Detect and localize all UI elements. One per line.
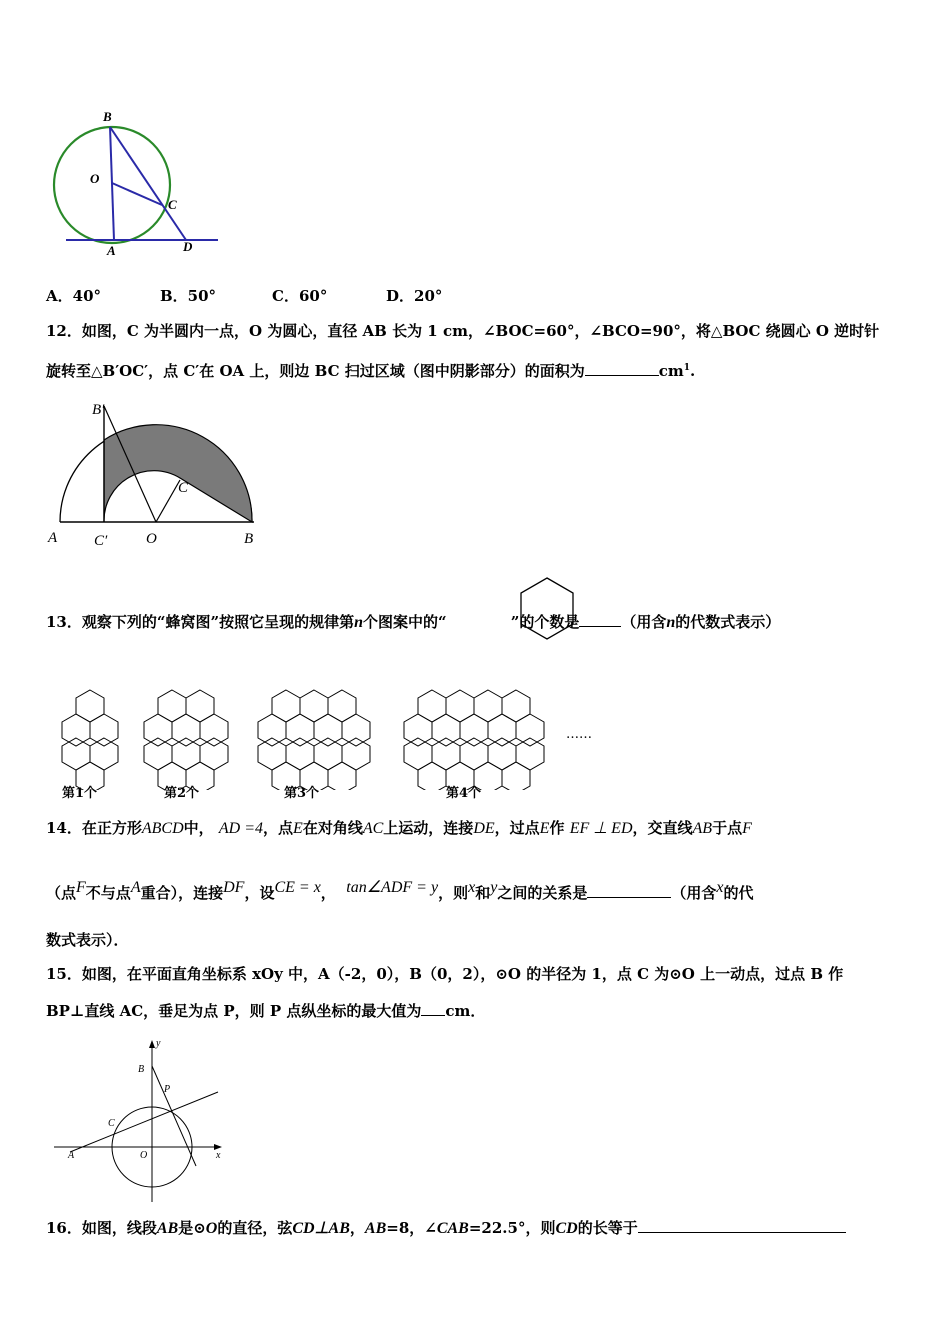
q12-segment-OC	[156, 480, 180, 522]
q14-l2-e: ，	[320, 884, 336, 902]
q14-l1-i: 于点	[712, 819, 743, 837]
honeycomb-cell	[144, 738, 172, 770]
q14-line3: 数式表示）．	[46, 931, 129, 949]
honeycomb-cell	[200, 738, 228, 770]
q11-option-d: D．20°	[386, 287, 443, 305]
q14-l1-c: ，点	[263, 819, 294, 837]
q14-l1-ef: EF ⊥ ED	[569, 820, 633, 837]
q14-l2-ce: CE = x	[274, 879, 321, 896]
q11-segment-BD	[110, 127, 186, 240]
q14-l2-i: （用含	[671, 884, 717, 902]
q14-l2-df: DF	[223, 879, 245, 896]
honeycomb-cell	[404, 738, 432, 770]
q16-answer-blank	[638, 1218, 846, 1233]
q15-label-x: x	[216, 1150, 221, 1161]
q11-option-c: C．60°	[272, 287, 328, 305]
honeycomb-cell	[300, 690, 328, 722]
q14-line2	[46, 878, 753, 903]
q13-hexagon-inline	[447, 617, 511, 627]
q14-line1	[46, 818, 752, 839]
honeycomb-cell	[272, 690, 300, 722]
honeycomb-cell	[502, 690, 530, 722]
q13-hexagon-icon	[518, 576, 576, 642]
q16-o: O	[205, 1220, 218, 1237]
q15-line-AC	[70, 1092, 218, 1152]
honeycomb-cell	[342, 738, 370, 770]
q13-figure-4	[404, 690, 544, 790]
honeycomb-cell	[474, 690, 502, 722]
q16-f: =22.5°，则	[468, 1219, 556, 1237]
q14-l2-b: 不与点	[85, 884, 131, 902]
q14-l2-d: ，设	[244, 884, 275, 902]
q15-figure	[48, 1036, 238, 1206]
q14-l1-a: 14．在正方形	[46, 819, 142, 837]
q15-y-arrow	[149, 1040, 155, 1048]
q16-e: =8，∠	[386, 1219, 437, 1237]
q12-label-A: A	[48, 530, 58, 546]
q14-l2-f: F	[76, 879, 86, 896]
q13-text-b: 个图案中的“	[363, 613, 447, 631]
q16-d: ，	[349, 1219, 365, 1237]
q13-figure-3	[258, 690, 370, 790]
honeycomb-cell	[432, 714, 460, 746]
q14-l1-f2: F	[742, 820, 752, 837]
q14-l2-f2: ，则	[438, 884, 469, 902]
honeycomb-cell	[90, 714, 118, 746]
honeycomb-cell	[186, 690, 214, 722]
honeycomb-cell	[418, 690, 446, 722]
q13-figure-1	[62, 690, 118, 790]
q11-option-a: A．40°	[46, 287, 102, 305]
q12-label-C1: C′	[94, 533, 108, 549]
q14-l2-h: 之间的关系是	[497, 884, 588, 902]
q14-l1-ad: AD =4	[218, 820, 264, 837]
q11-figure	[40, 105, 230, 265]
q12-line1: 12．如图，C 为半圆内一点，O 为圆心，直径 AB 长为 1 cm，∠BOC=60°，∠BCO=90°，将△BOC 绕圆心 O 逆时针	[46, 322, 880, 340]
q14-l1-de: DE	[473, 820, 495, 837]
q15-answer-blank	[421, 1001, 445, 1016]
q12-label-B: B	[244, 531, 254, 547]
q11-option-b: B．50°	[160, 287, 217, 305]
q14-l2-tan: tan∠ADF = y	[346, 879, 439, 896]
q14-l2-A: A	[130, 879, 141, 896]
q14-l2-a: （点	[46, 884, 77, 902]
q11-label-B: B	[103, 109, 112, 124]
q16-b: 是⊙	[178, 1219, 206, 1237]
honeycomb-cell	[172, 738, 200, 770]
honeycomb-cell	[90, 738, 118, 770]
honeycomb-cell	[62, 714, 90, 746]
q12-line2-text: 旋转至△B′OC′，点 C′在 OA 上，则边 BC 扫过区域（图中阴影部分）的面积为	[46, 362, 585, 380]
q15-label-C: C	[108, 1118, 115, 1129]
honeycomb-cell	[200, 714, 228, 746]
q12-unit: cm	[658, 362, 684, 380]
honeycomb-cell	[314, 738, 342, 770]
q12-label-B1: B′	[92, 402, 105, 418]
honeycomb-cell	[488, 714, 516, 746]
q16-line	[46, 1218, 846, 1239]
q12-shaded-region	[104, 425, 252, 522]
honeycomb-cell	[76, 690, 104, 722]
q14-l1-h: ，交直线	[632, 819, 693, 837]
honeycomb-cell	[418, 762, 446, 790]
honeycomb-cell	[258, 714, 286, 746]
q11-label-C: C	[168, 197, 177, 212]
q12-figure	[40, 398, 280, 553]
q12-unit-sup: 1	[683, 363, 691, 373]
q12-label-O: O	[146, 531, 157, 547]
q14-l1-e3: E	[539, 820, 550, 837]
q15-label-B: B	[138, 1064, 145, 1075]
q13-text-c: ”的个数是	[510, 613, 580, 631]
q14-l1-ac: AC	[362, 820, 384, 837]
q14-l1-ab: AB	[692, 820, 713, 837]
q13-text-a: 13．观察下列的“蜂窝图”按照它呈现的规律第	[46, 613, 355, 631]
q13-caption-1: 第1个	[62, 786, 98, 801]
honeycomb-cell	[342, 714, 370, 746]
q15-line2-unit: cm．	[445, 1002, 486, 1020]
q11-label-D: D	[183, 239, 193, 254]
honeycomb-cell	[460, 738, 488, 770]
q15-line2-text: BP⊥直线 AC，垂足为点 P，则 P 点纵坐标的最大值为	[46, 1002, 422, 1020]
q16-cd: CD	[555, 1220, 578, 1237]
q13-ellipsis: ……	[566, 727, 592, 742]
q13-text-e: 的代数式表示）	[675, 613, 781, 631]
q15-line1: 15．如图，在平面直角坐标系 xOy 中，A（-2，0），B（0，2），⊙O 的半径为 1，点 C 为⊙O 上一动点，过点 B 作	[46, 965, 844, 983]
honeycomb-cell	[328, 762, 356, 790]
honeycomb-cell	[62, 738, 90, 770]
q15-label-A: A	[68, 1150, 75, 1161]
honeycomb-cell	[446, 690, 474, 722]
q13-n2: n	[666, 614, 676, 631]
honeycomb-cell	[432, 738, 460, 770]
q14-l2-x: x	[468, 879, 476, 896]
q13-caption-3: 第3个	[284, 786, 320, 801]
honeycomb-cell	[286, 738, 314, 770]
honeycomb-cell	[328, 690, 356, 722]
q16-cd-ab: CD⊥AB	[292, 1220, 350, 1237]
q14-l2-y: y	[490, 879, 498, 896]
q15-label-P: P	[164, 1084, 171, 1095]
q11-label-O: O	[90, 171, 100, 186]
q13-caption-2: 第2个	[164, 786, 200, 801]
q14-answer-blank	[587, 883, 671, 898]
q12-answer-blank	[585, 361, 659, 376]
honeycomb-cell	[172, 714, 200, 746]
q14-l1-abcd: ABCD	[141, 820, 184, 837]
honeycomb-cell	[314, 714, 342, 746]
q16-g: 的长等于	[577, 1219, 638, 1237]
q13-line	[46, 612, 780, 633]
honeycomb-cell	[286, 714, 314, 746]
q16-a: 16．如图，线段	[46, 1219, 157, 1237]
q14-l2-j: 的代	[723, 884, 754, 902]
q15-label-y: y	[156, 1038, 161, 1049]
q12-label-C: C	[178, 480, 189, 496]
honeycomb-cell	[258, 738, 286, 770]
honeycomb-cell	[144, 714, 172, 746]
q13-n1: n	[354, 614, 364, 631]
q13-figure-2	[144, 690, 228, 790]
honeycomb-cell	[404, 714, 432, 746]
q14-l1-g: 作	[549, 819, 565, 837]
q11-label-A: A	[107, 243, 116, 258]
q16-cab: CAB	[436, 1220, 469, 1237]
q12-end: .	[690, 362, 696, 380]
q13-caption-4: 第4个	[446, 786, 482, 801]
q16-c: 的直径，弦	[217, 1219, 293, 1237]
q13-answer-blank	[579, 612, 621, 627]
q14-l1-e: E	[293, 820, 303, 837]
q14-l1-d: 在对角线	[302, 819, 363, 837]
q15-label-O: O	[140, 1150, 148, 1161]
honeycomb-cell	[516, 714, 544, 746]
q13-honeycomb-figures	[40, 680, 620, 790]
honeycomb-cell	[460, 714, 488, 746]
honeycomb-cell	[488, 738, 516, 770]
q15-line2	[46, 1001, 485, 1021]
q14-l2-c: 重合），连接	[140, 884, 224, 902]
q12-line2	[46, 358, 695, 381]
honeycomb-cell	[158, 690, 186, 722]
q16-ab: AB	[156, 1220, 179, 1237]
honeycomb-cell	[516, 738, 544, 770]
q14-l2-x2: x	[716, 879, 724, 896]
q14-l1-b: 中，	[183, 819, 214, 837]
q13-text-d: （用含	[621, 613, 667, 631]
q14-l1-f: ，过点	[494, 819, 540, 837]
q14-l1-e2: 上运动，连接	[383, 819, 474, 837]
q14-l2-g: 和	[475, 884, 491, 902]
q16-ab8: AB	[364, 1220, 387, 1237]
honeycomb-cell	[502, 762, 530, 790]
